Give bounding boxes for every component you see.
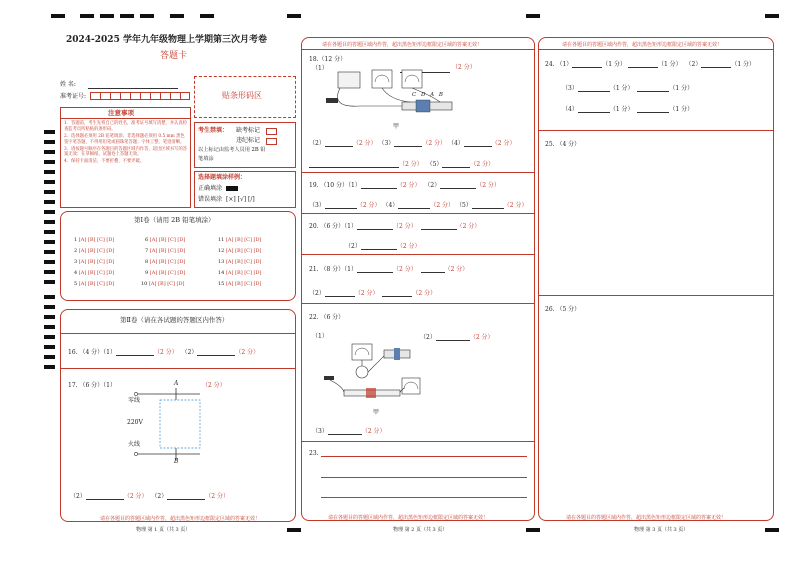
q18-answer-4[interactable]: [464, 140, 492, 147]
divider: [301, 213, 535, 214]
q24-score: （1 分）: [669, 85, 694, 92]
q22-score: （2 分）: [469, 334, 494, 341]
mc-options[interactable]: [A] [B] [C] [D]: [225, 259, 262, 265]
exam-status-note: 笔填涂: [198, 156, 214, 162]
q16-score: （2 分）: [235, 349, 260, 356]
section1-title: 第Ⅰ卷（请用 2B 铅笔填涂）: [134, 216, 215, 224]
registration-mark: [100, 14, 114, 18]
mc-row: [145, 259, 185, 265]
mc-options[interactable]: [A] [B] [C] [D]: [225, 281, 262, 287]
q23-answer-line[interactable]: [321, 477, 527, 478]
q16-score: （2 分）: [154, 349, 178, 356]
divider: [301, 441, 535, 442]
mc-row: [218, 259, 261, 265]
q18-score: （2 分）: [352, 140, 377, 147]
divider: [60, 333, 296, 334]
registration-mark: [765, 14, 779, 18]
q20-score: （2 分）: [393, 223, 417, 230]
q17-part2-number: （2）: [70, 493, 86, 500]
q17-score: （2 分）: [205, 493, 229, 500]
mc-options[interactable]: [A] [B] [C] [D]: [78, 270, 115, 276]
q17-score: （2 分）: [202, 382, 226, 389]
registration-mark: [765, 528, 779, 532]
mc-row: [218, 237, 261, 243]
q24-score: （1 分）: [669, 106, 694, 113]
divider: [301, 172, 535, 173]
mc-number: 12: [218, 248, 225, 254]
q21-label: 21. （8 分）（1）: [309, 266, 357, 273]
q19-answer-1[interactable]: [361, 182, 397, 189]
note-item: 1．答题前，考生先将自己的姓名，准考证号填写清楚，并认真检查监考员所粘贴的条形码。: [64, 121, 188, 132]
q18-score: （2 分）: [470, 161, 495, 168]
wrong-fill-samples: [×] [√] [/]: [226, 196, 255, 203]
wrong-fill-label: 错误填涂: [198, 196, 223, 203]
q24-score: （1 分）: [731, 61, 756, 68]
mc-options[interactable]: [A] [B] [C] [D]: [149, 248, 186, 254]
point-a-label: A: [174, 380, 179, 387]
mc-options[interactable]: [A] [B] [C] [D]: [225, 237, 262, 243]
q19-row2: [309, 202, 528, 209]
mc-options[interactable]: [A] [B] [C] [D]: [78, 248, 115, 254]
page-footer: 物理 第 1 页（共 3 页）: [136, 527, 191, 533]
note-item: 4．保持卡面清洁，不要折叠、不要弄破。: [64, 159, 145, 165]
q19-row1: [309, 182, 500, 189]
mc-options[interactable]: [A] [B] [C] [D]: [149, 259, 186, 265]
q18-answer-3[interactable]: [394, 140, 422, 147]
mc-options[interactable]: [A] [B] [C] [D]: [149, 237, 186, 243]
mc-number: 13: [218, 259, 225, 265]
page-footer: 物理 第 2 页（共 3 页）: [393, 527, 448, 533]
q17-answer-2[interactable]: [86, 493, 124, 500]
warning-text: 请在各题目的答题区域内作答，超出黑色矩形边框限定区域的答案无效！: [328, 515, 489, 521]
mc-number: 8: [145, 259, 149, 265]
registration-mark: [80, 14, 94, 18]
q18-score: （2 分）: [491, 140, 516, 147]
mc-options[interactable]: [A] [B] [C] [D]: [78, 259, 115, 265]
mc-row: [74, 237, 114, 243]
q24-row3: [562, 106, 693, 113]
q18-apparatus-labels: C D A B: [412, 92, 443, 98]
mc-number: 5: [74, 281, 78, 287]
q24-score: （1 分）: [602, 61, 627, 68]
q19-score: （2 分）: [396, 182, 421, 189]
q20-row1: [309, 223, 480, 230]
divider: [538, 130, 774, 131]
q24-answer-4[interactable]: [578, 106, 610, 113]
warning-text: 请在各题目的答题区域内作答，超出黑色矩形边框限定区域的答案无效！: [322, 42, 483, 48]
q21-answer-2[interactable]: [325, 290, 355, 297]
q24-part3: （3）: [562, 85, 578, 92]
mc-number: 9: [145, 270, 149, 276]
absent-mark-label: 缺考标记: [236, 127, 261, 134]
q24-answer-1[interactable]: [572, 61, 602, 68]
q25-label: 25. （4 分）: [545, 141, 581, 148]
q20-answer-1b[interactable]: [421, 223, 457, 230]
q17-label: 17. （6 分）（1）: [68, 382, 116, 389]
q18-label: 18.（12 分）: [309, 56, 347, 63]
q24-answer-2[interactable]: [701, 61, 731, 68]
q18-figure-label: 甲: [393, 123, 400, 130]
violation-mark-box[interactable]: [266, 138, 277, 145]
page-subtitle: 答题卡: [160, 51, 188, 61]
q22-part2: （2）: [420, 334, 436, 341]
violation-mark-label: 违纪标记: [236, 137, 261, 144]
absent-mark-box[interactable]: [266, 128, 277, 135]
warning-text: 请在各题目的答题区域内作答，超出黑色矩形边框限定区域的答案无效！: [100, 516, 261, 522]
q22-part1: （1）: [312, 333, 328, 340]
q20-part2: （2）: [345, 243, 361, 250]
q22-part3: （3）: [312, 428, 328, 435]
q20-score: （2 分）: [396, 243, 421, 250]
note-item: 2．选择题必须用 2B 铅笔填涂；非选择题必须用 0.5 mm 黑色签字笔答题，不得用铅笔或圆珠笔答题；字体工整、笔迹清晰。: [64, 133, 185, 145]
barcode-label: 贴条形码区: [222, 91, 262, 100]
q22-figure-label: 甲: [373, 409, 380, 416]
q18-answer-2[interactable]: [325, 140, 353, 147]
q22-experiment-apparatus: [322, 340, 432, 406]
q18-part1: （1）: [312, 65, 328, 72]
q18-part2: （2）: [309, 140, 325, 147]
q17-part2: [70, 493, 229, 500]
mc-number: 2: [74, 248, 78, 254]
registration-mark: [140, 14, 154, 18]
exam-status-label: 考生禁填：: [198, 127, 229, 134]
fill-sample-title: 选择题填涂样例：: [198, 174, 247, 181]
q24-answer-3b[interactable]: [637, 85, 669, 92]
q19-score: （2 分）: [503, 202, 528, 209]
q19-answer-2[interactable]: [440, 182, 476, 189]
registration-mark: [287, 14, 301, 18]
q24-row1: [545, 61, 755, 68]
mc-options[interactable]: [A] [B] [C] [D]: [225, 248, 262, 254]
q19-part5: （5）: [455, 202, 472, 209]
section2-title: 第Ⅱ卷（请在各试题的答题区内作答）: [120, 316, 229, 324]
notes-title-rule: [60, 118, 191, 119]
divider: [538, 295, 774, 296]
q21-part2: （2）: [309, 290, 325, 297]
q20-row2: [345, 243, 421, 250]
q16-answer-1[interactable]: [116, 349, 154, 356]
mc-row: [74, 281, 114, 287]
q19-label: 19. （10 分）（1）: [309, 182, 361, 189]
q18-part5: （5）: [426, 161, 443, 168]
q21-answer-1b[interactable]: [421, 266, 445, 273]
note-item: 3．请按题号顺序在各题目的答题区域内作答，超出区域书写的答案无效；在草稿纸、试题卷上答题无效。: [64, 146, 188, 158]
q20-answer-1[interactable]: [357, 223, 393, 230]
q25-answer-area[interactable]: [545, 152, 767, 292]
q19-part2: （2）: [424, 182, 441, 189]
q19-score: （2 分）: [430, 202, 455, 209]
mc-row: [145, 248, 185, 254]
q21-row2: [309, 290, 436, 297]
divider: [301, 254, 535, 255]
mc-row: [218, 248, 261, 254]
q22-label: 22. （6 分）: [309, 314, 345, 321]
q18-score: （2 分）: [422, 140, 447, 147]
q17-answer-3[interactable]: [167, 493, 205, 500]
page-footer: 物理 第 3 页（共 3 页）: [634, 527, 689, 533]
divider: [538, 49, 774, 50]
section1-box: [60, 211, 296, 301]
notes-title: 注意事项: [108, 109, 134, 117]
q17-part3-number: （2）: [151, 493, 168, 500]
correct-fill-sample: [226, 186, 238, 191]
zero-line-label: 零线: [128, 397, 141, 404]
registration-mark: [51, 14, 65, 18]
q19-score: （2 分）: [476, 182, 500, 189]
q19-answer-3[interactable]: [325, 202, 357, 209]
q21-answer-1[interactable]: [357, 266, 393, 273]
q16-answer-2[interactable]: [197, 349, 235, 356]
mc-number: 7: [145, 248, 149, 254]
q26-label: 26. （5 分）: [545, 306, 581, 313]
mc-options[interactable]: [A] [B] [C] [D]: [78, 237, 115, 243]
q19-answer-4[interactable]: [398, 202, 430, 209]
q22-score: （2 分）: [361, 428, 386, 435]
mc-row: [74, 259, 114, 265]
name-field[interactable]: [88, 88, 178, 89]
mc-row: [74, 248, 114, 254]
mc-options[interactable]: [A] [B] [C] [D]: [78, 281, 115, 287]
q21-score: （2 分）: [444, 266, 469, 273]
mc-number: 14: [218, 270, 225, 276]
q18-answer-5[interactable]: [442, 161, 470, 168]
page-title: 2024-2025 学年九年级物理上学期第三次月考卷: [66, 35, 267, 45]
divider: [301, 303, 535, 304]
q24-score: （1 分）: [609, 106, 634, 113]
q22-answer-2[interactable]: [436, 334, 470, 341]
mc-options[interactable]: [A] [B] [C] [D]: [225, 270, 262, 276]
mc-number: 4: [74, 270, 78, 276]
q18-answer-4b[interactable]: [309, 161, 399, 168]
warning-text: 请在各题目的答题区域内作答，超出黑色矩形边框限定区域的答案无效！: [566, 515, 727, 521]
warning-text: 请在各题目的答题区域内作答，超出黑色矩形边框限定区域的答案无效！: [562, 42, 723, 48]
q21-score: （2 分）: [412, 290, 437, 297]
q16-part2: （2）: [181, 349, 198, 356]
registration-mark: [170, 14, 184, 18]
mc-row: [218, 281, 261, 287]
q23-label: 23.: [309, 450, 319, 457]
point-b-label: B: [174, 458, 179, 465]
exam-status-note: 以上标记由监考人员用 2B 铅: [198, 147, 266, 153]
mc-row: [218, 270, 261, 276]
q24-part2: （2）: [685, 61, 702, 68]
q26-answer-area[interactable]: [545, 317, 767, 507]
id-boxes[interactable]: [90, 92, 190, 100]
q24-part4: （4）: [562, 106, 578, 113]
q19-answer-5[interactable]: [472, 202, 504, 209]
mc-number: 15: [218, 281, 225, 287]
mc-number: 11: [218, 237, 225, 243]
q16-label: [68, 349, 259, 356]
divider: [60, 368, 296, 369]
mc-row: [145, 270, 185, 276]
q18-parts-row2: [309, 161, 494, 168]
q24-score: （1 分）: [609, 85, 634, 92]
q21-answer-2b[interactable]: [382, 290, 412, 297]
q18-score: （2 分）: [452, 64, 476, 71]
mc-row: [145, 237, 185, 243]
q20-label: 20. （6 分）（1）: [309, 223, 357, 230]
mc-number: 10: [141, 281, 148, 287]
mc-options[interactable]: [A] [B] [C] [D]: [148, 281, 185, 287]
q18-score: （2 分）: [399, 161, 423, 168]
mc-row: [74, 270, 114, 276]
q18-parts-row1: [309, 140, 516, 147]
q21-score: （2 分）: [354, 290, 379, 297]
q18-part4: （4）: [447, 140, 464, 147]
q24-answer-3[interactable]: [578, 85, 610, 92]
registration-mark: [287, 528, 301, 532]
q21-row1: [309, 266, 468, 273]
q22-answer-3[interactable]: [328, 428, 362, 435]
q19-score: （2 分）: [356, 202, 381, 209]
q24-row2: [562, 85, 693, 92]
q16-number: 16. （4 分）（1）: [68, 349, 116, 356]
q18-part3: （3）: [378, 140, 395, 147]
mc-options[interactable]: [A] [B] [C] [D]: [149, 270, 186, 276]
q24-score: （1 分）: [657, 61, 682, 68]
q23-answer-line[interactable]: [321, 456, 527, 457]
q24-label: 24. （1）: [545, 61, 573, 68]
q20-answer-2[interactable]: [361, 243, 397, 250]
registration-mark: [526, 14, 540, 18]
q23-answer-line[interactable]: [321, 497, 527, 498]
q24-answer-4b[interactable]: [637, 106, 669, 113]
mc-number: 1: [74, 237, 78, 243]
voltage-label: 220V: [127, 419, 143, 426]
q20-score: （2 分）: [456, 223, 481, 230]
mc-number: 3: [74, 259, 78, 265]
registration-mark: [526, 528, 540, 532]
registration-mark: [200, 14, 214, 18]
correct-fill-label: 正确填涂: [198, 185, 223, 192]
q17-score: （2 分）: [123, 493, 148, 500]
q24-answer-1b[interactable]: [628, 61, 658, 68]
name-label: 姓 名:: [60, 81, 76, 88]
fire-line-label: 火线: [128, 441, 141, 448]
registration-mark: [120, 14, 134, 18]
mc-number: 6: [145, 237, 149, 243]
q22-row3: [312, 428, 386, 435]
divider: [301, 49, 535, 50]
q19-part3: （3）: [309, 202, 325, 209]
q21-score: （2 分）: [393, 266, 417, 273]
id-label: 准考证号:: [60, 93, 87, 100]
notes-list: [64, 121, 188, 166]
mc-row: [141, 281, 184, 287]
q19-part4: （4）: [382, 202, 399, 209]
